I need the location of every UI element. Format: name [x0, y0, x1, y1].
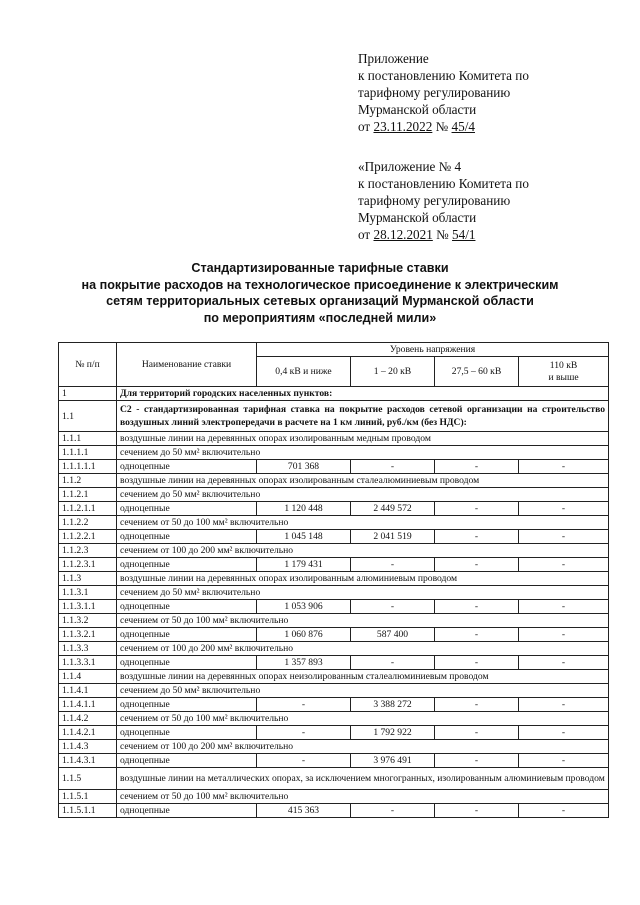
rate-value-v1: 1 120 448 [257, 502, 351, 516]
rate-value-v3: - [435, 656, 519, 670]
rate-value-v3: - [435, 502, 519, 516]
rate-row [59, 558, 609, 572]
category-row [59, 740, 609, 754]
appendix-date-line [358, 118, 529, 135]
rate-value-v1: 1 053 906 [257, 600, 351, 614]
rate-row [59, 698, 609, 712]
header-number: № п/п [59, 343, 117, 387]
rate-row [59, 656, 609, 670]
category-description: сечением до 50 мм² включительно [117, 586, 609, 600]
rate-value-v2: - [351, 804, 435, 818]
number-prefix: № [432, 119, 452, 134]
category-description: сечением от 100 до 200 мм² включительно [117, 642, 609, 656]
section-title: Для территорий городских населенных пунктов: [117, 387, 609, 401]
category-description: сечением до 50 мм² включительно [117, 488, 609, 502]
header-voltage-27-60: 27,5 – 60 кВ [435, 357, 519, 387]
rate-value-v2: - [351, 558, 435, 572]
category-row [59, 474, 609, 488]
appendix-line: тарифному регулированию [358, 85, 511, 100]
rate-name: одноцепные [117, 558, 257, 572]
rate-value-v1: 701 368 [257, 460, 351, 474]
row-number: 1.1.5.1 [59, 790, 117, 804]
row-number: 1.1.2.2.1 [59, 530, 117, 544]
row-number: 1.1.1 [59, 432, 117, 446]
rate-definition-row [59, 401, 609, 432]
category-row [59, 614, 609, 628]
header-name: Наименование ставки [117, 343, 257, 387]
appendix-line: тарифному регулированию [358, 193, 511, 208]
category-description: сечением до 50 мм² включительно [117, 684, 609, 698]
appendix-line: Мурманской области [358, 210, 477, 225]
title-line: Стандартизированные тарифные ставки [191, 261, 449, 275]
row-number: 1.1.4.2 [59, 712, 117, 726]
rate-name: одноцепные [117, 628, 257, 642]
rate-row [59, 600, 609, 614]
appendix-date: 28.12.2021 [373, 227, 433, 242]
rate-value-v1: 415 363 [257, 804, 351, 818]
rate-value-v3: - [435, 600, 519, 614]
row-number: 1.1.2.3.1 [59, 558, 117, 572]
category-description: воздушные линии на металлических опорах, за исключением многогранных, изолированным алюминиевым проводом [117, 768, 609, 790]
rate-value-v4: - [519, 628, 609, 642]
category-row [59, 670, 609, 684]
rate-row [59, 530, 609, 544]
category-description: воздушные линии на деревянных опорах неизолированным сталеалюминиевым проводом [117, 670, 609, 684]
row-number: 1.1.4.2.1 [59, 726, 117, 740]
row-number: 1.1.3.1 [59, 586, 117, 600]
row-number: 1 [59, 387, 117, 401]
row-number: 1.1.5 [59, 768, 117, 790]
header-voltage-110 [519, 357, 609, 387]
rate-value-v3: - [435, 698, 519, 712]
appendix-line: к постановлению Комитета по [358, 68, 529, 83]
number-prefix: № [432, 227, 453, 242]
rate-value-v3: - [435, 460, 519, 474]
row-number: 1.1.3.2.1 [59, 628, 117, 642]
category-row [59, 516, 609, 530]
row-number: 1.1.1.1.1 [59, 460, 117, 474]
category-row [59, 446, 609, 460]
category-row [59, 572, 609, 586]
header-voltage-110-line1: 110 кВ [549, 359, 578, 371]
row-number: 1.1.2.1 [59, 488, 117, 502]
rate-value-v4: - [519, 754, 609, 768]
appendix-number: 45/4 [451, 119, 475, 134]
appendix-line: Мурманской области [358, 102, 477, 117]
rate-name: одноцепные [117, 656, 257, 670]
row-number: 1.1.4.1.1 [59, 698, 117, 712]
rate-value-v3: - [435, 804, 519, 818]
category-row [59, 768, 609, 790]
appendix-line: Приложение [358, 51, 429, 66]
rate-value-v4: - [519, 558, 609, 572]
category-row [59, 488, 609, 502]
category-row [59, 642, 609, 656]
appendix-header-original [358, 158, 529, 243]
appendix-line: к постановлению Комитета по [358, 176, 529, 191]
header-voltage-1-20: 1 – 20 кВ [351, 357, 435, 387]
appendix-date: 23.11.2022 [373, 119, 433, 134]
category-description: воздушные линии на деревянных опорах изолированным сталеалюминиевым проводом [117, 474, 609, 488]
rate-row [59, 726, 609, 740]
row-number: 1.1.2 [59, 474, 117, 488]
rate-value-v1: 1 357 893 [257, 656, 351, 670]
rate-value-v3: - [435, 628, 519, 642]
category-row [59, 684, 609, 698]
appendix-date-line [358, 226, 529, 243]
rate-name: одноцепные [117, 460, 257, 474]
date-prefix: от [358, 119, 374, 134]
date-prefix: от [358, 227, 374, 242]
row-number: 1.1.2.1.1 [59, 502, 117, 516]
row-number: 1.1.3 [59, 572, 117, 586]
row-number: 1.1.4.3.1 [59, 754, 117, 768]
rate-row [59, 754, 609, 768]
rate-value-v3: - [435, 558, 519, 572]
category-description: сечением до 50 мм² включительно [117, 446, 609, 460]
rate-value-v1: 1 045 148 [257, 530, 351, 544]
rate-value-v1: - [257, 754, 351, 768]
row-number: 1.1.2.2 [59, 516, 117, 530]
rate-value-v2: - [351, 600, 435, 614]
category-row [59, 544, 609, 558]
rate-value-v4: - [519, 698, 609, 712]
rate-name: одноцепные [117, 726, 257, 740]
rate-value-v4: - [519, 656, 609, 670]
category-row [59, 586, 609, 600]
rate-value-v2: 3 388 272 [351, 698, 435, 712]
header-voltage-04: 0,4 кВ и ниже [257, 357, 351, 387]
row-number: 1.1.3.1.1 [59, 600, 117, 614]
rate-value-v3: - [435, 530, 519, 544]
rate-name: одноцепные [117, 530, 257, 544]
category-description: сечением от 100 до 200 мм² включительно [117, 544, 609, 558]
rate-value-v2: 2 041 519 [351, 530, 435, 544]
row-number: 1.1 [59, 401, 117, 432]
appendix-number: 54/1 [452, 227, 476, 242]
rate-value-v2: 3 976 491 [351, 754, 435, 768]
rate-value-v4: - [519, 460, 609, 474]
row-number: 1.1.4.3 [59, 740, 117, 754]
tariff-table [58, 342, 609, 818]
rate-name: одноцепные [117, 754, 257, 768]
rate-value-v1: - [257, 698, 351, 712]
category-description: сечением от 50 до 100 мм² включительно [117, 790, 609, 804]
rate-definition-text: С2 - стандартизированная тарифная ставка на покрытие расходов сетевой организации на строительство воздушных линий электропередачи в расчете на 1 км линий, руб./км (без НДС): [117, 401, 609, 432]
category-description: воздушные линии на деревянных опорах изолированным алюминиевым проводом [117, 572, 609, 586]
appendix-line: «Приложение № 4 [358, 159, 462, 174]
row-number: 1.1.3.3.1 [59, 656, 117, 670]
rate-row [59, 628, 609, 642]
category-row [59, 712, 609, 726]
appendix-header-current [358, 50, 529, 135]
header-voltage-level: Уровень напряжения [257, 343, 609, 357]
rate-value-v1: - [257, 726, 351, 740]
category-description: сечением от 50 до 100 мм² включительно [117, 712, 609, 726]
row-number: 1.1.4 [59, 670, 117, 684]
rate-value-v4: - [519, 804, 609, 818]
category-row [59, 790, 609, 804]
category-description: сечением от 50 до 100 мм² включительно [117, 614, 609, 628]
rate-value-v2: 587 400 [351, 628, 435, 642]
header-voltage-110-line2: и выше [548, 371, 579, 383]
row-number: 1.1.2.3 [59, 544, 117, 558]
category-description: сечением от 50 до 100 мм² включительно [117, 516, 609, 530]
title-line: на покрытие расходов на технологическое присоединение к электрическим [81, 277, 559, 292]
category-description: воздушные линии на деревянных опорах изолированным медным проводом [117, 432, 609, 446]
rate-value-v2: - [351, 460, 435, 474]
rate-value-v1: 1 179 431 [257, 558, 351, 572]
document-title [0, 260, 640, 326]
rate-name: одноцепные [117, 804, 257, 818]
category-description: сечением от 100 до 200 мм² включительно [117, 740, 609, 754]
rate-value-v3: - [435, 754, 519, 768]
row-number: 1.1.1.1 [59, 446, 117, 460]
rate-name: одноцепные [117, 502, 257, 516]
row-number: 1.1.3.3 [59, 642, 117, 656]
rate-name: одноцепные [117, 698, 257, 712]
row-number: 1.1.5.1.1 [59, 804, 117, 818]
rate-value-v4: - [519, 600, 609, 614]
section-row [59, 387, 609, 401]
rate-row [59, 460, 609, 474]
rate-row [59, 804, 609, 818]
rate-value-v4: - [519, 502, 609, 516]
rate-value-v2: 1 792 922 [351, 726, 435, 740]
title-line: по мероприятиям «последней мили» [203, 310, 437, 325]
rate-value-v3: - [435, 726, 519, 740]
rate-value-v1: 1 060 876 [257, 628, 351, 642]
row-number: 1.1.3.2 [59, 614, 117, 628]
title-line: сетям территориальных сетевых организаций Мурманской области [106, 294, 534, 309]
row-number: 1.1.4.1 [59, 684, 117, 698]
rate-value-v2: 2 449 572 [351, 502, 435, 516]
rate-value-v4: - [519, 530, 609, 544]
rate-value-v2: - [351, 656, 435, 670]
rate-value-v4: - [519, 726, 609, 740]
category-row [59, 432, 609, 446]
rate-row [59, 502, 609, 516]
rate-name: одноцепные [117, 600, 257, 614]
